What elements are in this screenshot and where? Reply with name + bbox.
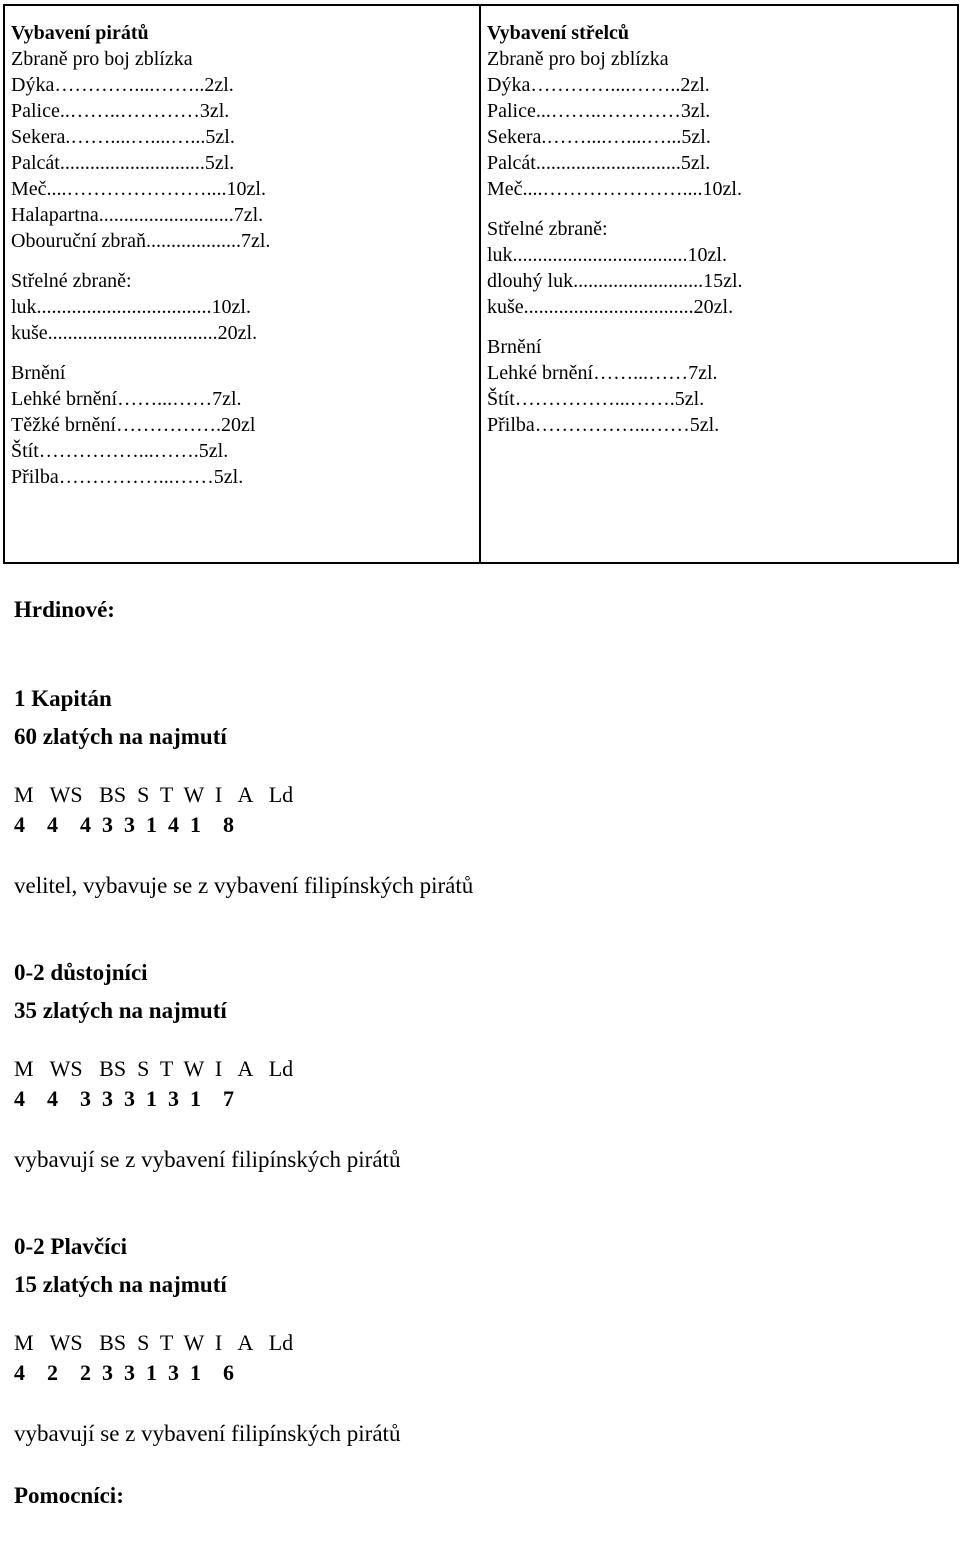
item-line: luk...................................10zl.: [487, 244, 727, 266]
item-line: Štít……………...…….5zl.: [11, 440, 229, 462]
item-line: kuše..................................20zl.: [487, 296, 734, 318]
melee-heading: Zbraně pro boj zblízka: [487, 48, 669, 70]
unit-cost: 15 zlatých na najmutí: [14, 1272, 227, 1297]
item-line: Lehké brnění……...……7zl.: [11, 388, 242, 410]
ranged-heading: Střelné zbraně:: [11, 270, 132, 292]
item-line: Palcát.............................5zl.: [11, 152, 235, 174]
item-line: Obouruční zbraň...................7zl.: [11, 230, 271, 252]
column-divider: [479, 6, 481, 562]
item-line: Palice...……..…………3zl.: [487, 100, 711, 122]
item-line: Palcát.............................5zl.: [487, 152, 711, 174]
unit-note: velitel, vybavuje se z vybavení filipínských pirátů: [14, 873, 474, 898]
shooter-equipment-column: [487, 20, 947, 438]
stat-header: M WS BS S T W I A Ld: [14, 1330, 294, 1355]
item-line: dlouhý luk..........................15zl.: [487, 270, 743, 292]
item-line: Sekera.……....…....…...5zl.: [11, 126, 235, 148]
armor-heading: Brnění: [11, 362, 66, 384]
unit-note: vybavují se z vybavení filipínských pirátů: [14, 1421, 401, 1446]
unit-name: 1 Kapitán: [14, 686, 112, 711]
item-line: luk...................................10zl.: [11, 296, 251, 318]
unit-name: 0-2 Plavčíci: [14, 1234, 128, 1259]
item-line: Halapartna...........................7zl.: [11, 204, 264, 226]
unit-cost: 35 zlatých na najmutí: [14, 998, 227, 1023]
shooter-equipment-title: Vybavení střelců: [487, 22, 630, 44]
unit-kapitan: [14, 680, 944, 902]
item-line: Meč....…………………....10zl.: [487, 178, 742, 200]
item-line: Dýka…………....……..2zl.: [11, 74, 234, 96]
pirate-equipment-column: [11, 20, 471, 490]
equipment-table: [3, 4, 959, 564]
stat-values: 4 4 4 3 3 1 4 1 8: [14, 812, 234, 837]
item-line: Lehké brnění……...……7zl.: [487, 362, 718, 384]
stat-values: 4 2 2 3 3 1 3 1 6: [14, 1360, 234, 1385]
stat-header: M WS BS S T W I A Ld: [14, 782, 294, 807]
unit-note: vybavují se z vybavení filipínských pirátů: [14, 1147, 401, 1172]
item-line: Sekera.……....…....…...5zl.: [487, 126, 711, 148]
heroes-section: [14, 592, 944, 1514]
armor-heading: Brnění: [487, 336, 542, 358]
stat-values: 4 4 3 3 3 1 3 1 7: [14, 1086, 234, 1111]
item-line: Těžké brnění…………….20zl: [11, 414, 256, 436]
helpers-heading: Pomocníci:: [14, 1483, 124, 1508]
heroes-heading: Hrdinové:: [14, 597, 115, 622]
item-line: kuše..................................20zl.: [11, 322, 258, 344]
item-line: Přilba……………...……5zl.: [11, 466, 244, 488]
unit-name: 0-2 důstojníci: [14, 960, 148, 985]
pirate-equipment-title: Vybavení pirátů: [11, 22, 149, 44]
item-line: Štít……………...…….5zl.: [487, 388, 705, 410]
unit-cost: 60 zlatých na najmutí: [14, 724, 227, 749]
item-line: Meč....…………………....10zl.: [11, 178, 266, 200]
stat-header: M WS BS S T W I A Ld: [14, 1056, 294, 1081]
melee-heading: Zbraně pro boj zblízka: [11, 48, 193, 70]
ranged-heading: Střelné zbraně:: [487, 218, 608, 240]
item-line: Dýka…………....……..2zl.: [487, 74, 710, 96]
unit-dustojnici: [14, 954, 944, 1176]
item-line: Palice..……..…………3zl.: [11, 100, 230, 122]
unit-plavcici: [14, 1228, 944, 1450]
item-line: Přilba……………...……5zl.: [487, 414, 720, 436]
